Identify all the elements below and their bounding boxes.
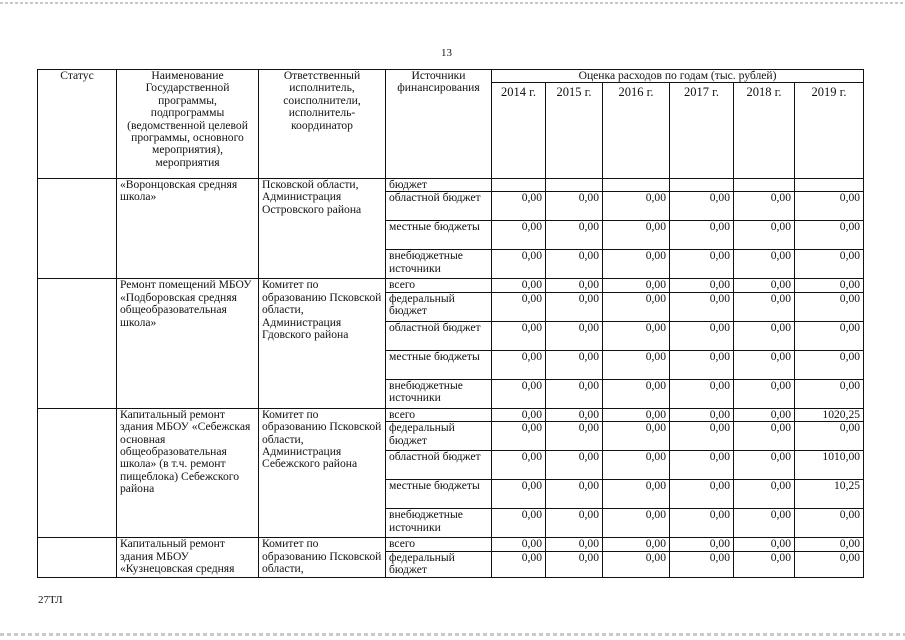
funding-source: областной бюджет [386,192,492,221]
value-cell: 0,00 [492,408,546,421]
value-cell: 0,00 [734,480,795,509]
value-cell: 0,00 [734,408,795,421]
value-cell: 0,00 [795,250,864,279]
value-cell: 1010,00 [795,451,864,480]
value-cell: 0,00 [670,250,734,279]
value-cell: 0,00 [670,551,734,577]
value-cell: 0,00 [795,279,864,292]
value-cell: 0,00 [492,538,546,551]
value-cell: 0,00 [734,538,795,551]
value-cell: 0,00 [603,250,670,279]
status-cell [38,408,117,537]
value-cell [546,179,603,192]
value-cell: 0,00 [492,551,546,577]
value-cell: 0,00 [546,350,603,379]
value-cell: 0,00 [670,538,734,551]
header-name: Наименование Государственной программы, подпрограммы (ведомственной целевой программы, основного мероприятия), мероприятия [117,70,259,179]
value-cell: 0,00 [603,321,670,350]
value-cell: 0,00 [603,221,670,250]
value-cell: 0,00 [603,279,670,292]
responsible-cell [259,279,386,408]
value-cell: 0,00 [603,350,670,379]
value-cell: 0,00 [734,509,795,538]
value-cell: 0,00 [492,192,546,221]
funding-source: местные бюджеты [386,221,492,250]
value-cell: 1020,25 [795,408,864,421]
value-cell: 0,00 [734,551,795,577]
value-cell: 0,00 [670,379,734,408]
value-cell: 0,00 [670,451,734,480]
funding-source: внебюджетные источники [386,379,492,408]
value-cell: 0,00 [734,350,795,379]
value-cell: 0,00 [492,480,546,509]
scan-artifact-bottom [0,633,905,636]
activity-name: Ремонт помещений МБОУ «Подборовская средняя общеобразовательная школа» [117,279,259,408]
funding-source: федеральный бюджет [386,292,492,321]
value-cell: 0,00 [734,192,795,221]
value-cell: 0,00 [795,422,864,451]
header-responsible: Ответственный исполнитель, соисполнители, исполнитель-координатор [259,70,386,179]
value-cell: 0,00 [546,321,603,350]
value-cell: 0,00 [492,250,546,279]
value-cell: 0,00 [795,551,864,577]
value-cell: 0,00 [795,538,864,551]
value-cell: 0,00 [546,192,603,221]
value-cell: 0,00 [492,422,546,451]
header-sources: Источники финансирования [386,70,492,179]
funding-source: местные бюджеты [386,480,492,509]
value-cell: 0,00 [546,221,603,250]
value-cell: 0,00 [603,422,670,451]
value-cell: 0,00 [795,321,864,350]
responsible-cell [259,179,386,279]
value-cell: 0,00 [734,292,795,321]
value-cell: 0,00 [546,250,603,279]
value-cell: 0,00 [734,250,795,279]
value-cell: 0,00 [670,408,734,421]
value-cell: 0,00 [492,279,546,292]
header-year-2014: 2014 г. [492,83,546,179]
value-cell: 0,00 [795,292,864,321]
value-cell: 0,00 [546,480,603,509]
funding-source: всего [386,408,492,421]
funding-source: внебюджетные источники [386,509,492,538]
value-cell: 0,00 [795,192,864,221]
status-cell [38,538,117,577]
header-year-2017: 2017 г. [670,83,734,179]
value-cell: 0,00 [546,538,603,551]
responsible-line: Псковской области, [262,178,359,191]
value-cell: 0,00 [546,551,603,577]
value-cell: 0,00 [734,379,795,408]
funding-source: областной бюджет [386,321,492,350]
table-row [38,179,864,192]
value-cell: 0,00 [734,451,795,480]
funding-source: внебюджетные источники [386,250,492,279]
value-cell: 0,00 [603,408,670,421]
activity-name: Капитальный ремонт здания МБОУ «Себежская основная общеобразовательная школа» (в т.ч. ремонт пищеблока) Себежского района [117,408,259,537]
funding-source: федеральный бюджет [386,422,492,451]
header-year-2018: 2018 г. [734,83,795,179]
status-cell [38,279,117,408]
value-cell: 0,00 [492,509,546,538]
value-cell: 0,00 [795,221,864,250]
funding-source: местные бюджеты [386,350,492,379]
value-cell: 0,00 [546,509,603,538]
value-cell: 0,00 [492,292,546,321]
activity-name: «Воронцовская средняя школа» [117,179,259,279]
value-cell: 0,00 [734,422,795,451]
value-cell: 0,00 [546,292,603,321]
value-cell: 10,25 [795,480,864,509]
value-cell: 0,00 [670,422,734,451]
responsible-line: Администрация Островского района [262,190,362,216]
value-cell [670,179,734,192]
value-cell: 0,00 [492,451,546,480]
responsible-cell [259,538,386,577]
value-cell: 0,00 [603,192,670,221]
value-cell [492,179,546,192]
value-cell: 0,00 [603,538,670,551]
value-cell: 0,00 [546,379,603,408]
value-cell: 0,00 [603,379,670,408]
responsible-line: Администрация Гдовского района [262,315,349,342]
value-cell [603,179,670,192]
value-cell: 0,00 [546,451,603,480]
table-body [38,179,864,578]
header-year-2019: 2019 г. [795,83,864,179]
scan-artifact-top [0,2,905,4]
header-year-2016: 2016 г. [603,83,670,179]
value-cell: 0,00 [734,279,795,292]
value-cell: 0,00 [603,551,670,577]
value-cell: 0,00 [603,480,670,509]
value-cell: 0,00 [546,422,603,451]
page-number: 13 [441,47,452,59]
responsible-cell [259,408,386,537]
value-cell: 0,00 [670,321,734,350]
responsible-line: Комитет по образованию Псковской области, [262,278,382,317]
value-cell: 0,00 [603,292,670,321]
value-cell: 0,00 [492,221,546,250]
value-cell: 0,00 [603,451,670,480]
footer-code: 27ТЛ [38,594,63,606]
value-cell: 0,00 [603,509,670,538]
responsible-line: Администрация Себежского района [262,445,358,471]
value-cell: 0,00 [492,379,546,408]
value-cell: 0,00 [795,379,864,408]
value-cell: 0,00 [492,350,546,379]
value-cell: 0,00 [546,279,603,292]
budget-table [37,69,864,578]
value-cell [734,179,795,192]
value-cell: 0,00 [670,480,734,509]
funding-source: всего [386,538,492,551]
table-row [38,408,864,421]
responsible-line: Комитет по образованию Псковской области, [262,407,382,446]
table-row [38,279,864,292]
value-cell: 0,00 [734,221,795,250]
value-cell: 0,00 [734,321,795,350]
value-cell: 0,00 [670,509,734,538]
value-cell: 0,00 [492,321,546,350]
responsible-line: Комитет по образованию Псковской области, [262,537,382,576]
header-status: Статус [38,70,117,179]
funding-source: всего [386,279,492,292]
table-row [38,538,864,551]
status-cell [38,179,117,279]
funding-source: областной бюджет [386,451,492,480]
value-cell: 0,00 [670,279,734,292]
funding-source: бюджет [386,179,492,192]
value-cell: 0,00 [546,408,603,421]
activity-name: Капитальный ремонт здания МБОУ «Кузнецовская средняя [117,538,259,577]
value-cell: 0,00 [670,192,734,221]
value-cell: 0,00 [670,292,734,321]
value-cell: 0,00 [670,221,734,250]
value-cell [795,179,864,192]
value-cell: 0,00 [795,350,864,379]
value-cell: 0,00 [795,509,864,538]
value-cell: 0,00 [670,350,734,379]
header-estimate: Оценка расходов по годам (тыс. рублей) [492,70,864,83]
header-year-2015: 2015 г. [546,83,603,179]
funding-source: федеральный бюджет [386,551,492,577]
